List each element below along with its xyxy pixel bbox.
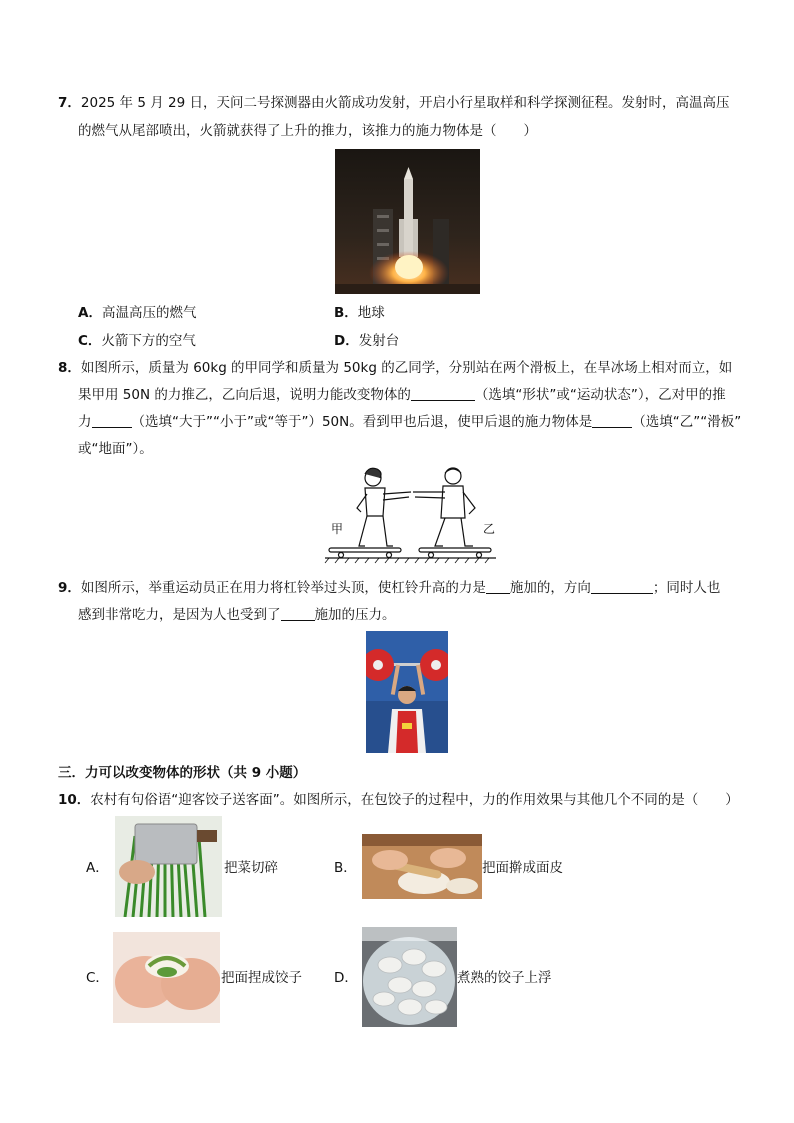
q7-option-c[interactable]: C．火箭下方的空气 (78, 333, 196, 349)
section-3-heading: 三．力可以改变物体的形状（共 9 小题） (58, 765, 307, 781)
q8-line3: 力 （选填“大于”“小于”或“等于”）50N。看到甲也后退，使甲后退的施力物体是 （选填“乙”“滑板” (78, 414, 742, 430)
q10-option-d-letter[interactable]: D． (334, 970, 358, 986)
q10-option-c-text: 把面捏成饺子 (221, 970, 302, 986)
q8-blank-1[interactable] (411, 386, 475, 401)
q7-option-b[interactable]: B．地球 (334, 305, 385, 321)
q10-option-a-text: 把菜切碎 (224, 860, 278, 876)
q7-option-d[interactable]: D．发射台 (334, 333, 400, 349)
weightlifter-photo (366, 631, 448, 753)
q10-option-c-letter[interactable]: C． (86, 970, 109, 986)
rolling-dough-photo (362, 834, 482, 899)
q8-blank-3[interactable] (592, 413, 632, 428)
q7-number: 7． (58, 95, 81, 111)
q10-option-b-text: 把面擀成面皮 (482, 860, 563, 876)
label-yi: 乙 (483, 522, 496, 536)
rocket-launch-photo (335, 149, 480, 294)
q8-line4: 或“地面”）。 (78, 441, 153, 457)
q9-number: 9． (58, 580, 81, 596)
q9-line1: 9．如图所示，举重运动员正在用力将杠铃举过头顶，使杠铃升高的力是 施加的，方向 ；同时人也 (58, 580, 721, 596)
q9-blank-2[interactable] (591, 579, 653, 594)
q10-number: 10． (58, 792, 91, 808)
q8-number: 8． (58, 360, 81, 376)
q9-blank-3[interactable] (281, 606, 315, 621)
q7-line1: 7．2025 年 5 月 29 日，天问二号探测器由火箭成功发射，开启小行星取样和科学探测征程。发射时，高温高压 (58, 95, 730, 111)
q7-option-a[interactable]: A．高温高压的燃气 (78, 305, 197, 321)
label-jia: 甲 (331, 522, 344, 536)
q10-line1: 10．农村有句俗语“迎客饺子送客面”。如图所示，在包饺子的过程中，力的作用效果与其他几个不同的是（ ） (58, 792, 739, 808)
q8-blank-2[interactable] (92, 413, 132, 428)
q7-line2: 的燃气从尾部喷出，火箭就获得了上升的推力，该推力的施力物体是（ ） (78, 123, 537, 139)
q10-option-a-letter[interactable]: A． (86, 860, 109, 876)
skateboard-push-illustration (323, 464, 498, 564)
q10-option-d-text: 煮熟的饺子上浮 (457, 970, 552, 986)
q9-line2: 感到非常吃力，是因为人也受到了 施加的压力。 (78, 607, 396, 623)
q10-option-b-letter[interactable]: B． (334, 860, 357, 876)
pinching-dumpling-photo (113, 932, 220, 1023)
q8-line2: 果甲用 50N 的力推乙，乙向后退，说明力能改变物体的 （选填“形状”或“运动状态”），乙对甲的推 (78, 387, 726, 403)
q8-line1: 8．如图所示，质量为 60kg 的甲同学和质量为 50kg 的乙同学，分别站在两个滑板上，在旱冰场上相对而立，如 (58, 360, 733, 376)
chopping-vegetables-photo (115, 816, 222, 917)
q9-blank-1[interactable] (486, 579, 510, 594)
boiling-dumplings-photo (362, 927, 457, 1027)
